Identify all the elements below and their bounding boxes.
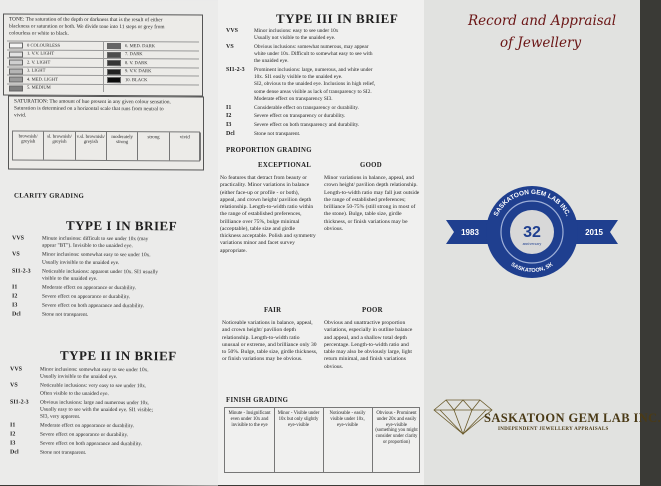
tone-swatch xyxy=(9,76,23,82)
grade-description: Obvious inclusions: large and numerous under 10x. xyxy=(40,399,150,406)
grade-code: Dcl xyxy=(10,449,19,456)
tone-label: 5. MEDIUM xyxy=(27,84,51,90)
saturation-scale xyxy=(12,130,200,161)
tone-label: 6. MED. DARK xyxy=(125,42,156,48)
tone-label: 9. V.V. DARK xyxy=(125,68,152,74)
good-text: Minor variations in balance, appeal, and crown height/ pavilion depth relationship. Length-to-width ratio may fall just outside the range of established preferences; brilliance 50-75% (still strong in most of the stone). Bulge, table size, girdle thickness, or finish variations may be obvious. xyxy=(324,175,420,232)
saturation-cell: vivid xyxy=(170,132,201,160)
tone-swatch xyxy=(9,68,23,74)
cover-title-line1: Record and Appraisal xyxy=(468,13,617,29)
finish-divider xyxy=(274,408,275,472)
grade-description: Minor inclusions: somewhat easy to see under 10x. xyxy=(42,251,151,259)
saturation-cell: strong xyxy=(138,132,169,160)
grade-code: I1 xyxy=(226,104,232,111)
finish-cell: Noticeable - easily visible under 10x, eye-visible xyxy=(329,411,366,428)
tone-label: 8. V. DARK xyxy=(125,59,148,65)
clarity-heading: CLARITY GRADING xyxy=(14,192,85,200)
seal-year-left: 1983 xyxy=(461,228,479,237)
finish-cell: Obvious - Prominent under 20x and easily eye-visible (something you might consider under clarity or proportion) xyxy=(375,411,418,445)
grade-description: Considerable effect on transparency or durability. xyxy=(254,104,359,111)
grade-description: Often visible to the unaided eye. xyxy=(40,390,109,397)
tone-label: 1. V.V. LIGHT xyxy=(27,50,55,56)
grade-description: Severe effect on both appearance and durability. xyxy=(40,440,143,448)
grade-description: appear "BT"). Invisible to the unaided eye. xyxy=(42,243,133,250)
grade-description: Severe effect on appearance or durability. xyxy=(40,431,129,439)
tone-swatch xyxy=(107,68,121,74)
tone-swatch xyxy=(107,77,121,83)
saturation-intro-line: SATURATION: The amount of hue present in any given colour sensation. xyxy=(14,98,171,106)
grade-description: Prominent inclusions: large, numerous, and white under xyxy=(254,67,373,73)
grade-description: Usually easy to see with the unaided eye. SI1 visible; xyxy=(40,406,153,414)
grade-description: Stone not transparent. xyxy=(42,311,89,318)
tone-label: 10. BLACK xyxy=(125,76,148,82)
saturation-cell: moderately strong xyxy=(107,132,138,160)
poor-title: POOR xyxy=(362,307,383,314)
grade-description: Minute inclusions: difficult to see under 10x (may xyxy=(42,235,149,243)
grade-description: Severe effect on appearance or durability. xyxy=(42,293,131,300)
poor-text: Obvious and unattractive proportion variations, especially in outline balance and appeal, and a shallow total depth percentage. Length-to-width ratio and table may also be obviously large, light return minimal, and finish variations obvious. xyxy=(324,320,413,370)
tone-label: 7. DARK xyxy=(125,51,143,57)
grade-code: SI1-2-3 xyxy=(10,399,29,406)
tone-swatch xyxy=(9,85,23,91)
grade-description: Stone not transparent. xyxy=(40,449,87,456)
grade-description: SI2, obvious to the unaided eye. Inclusions in high relief, xyxy=(254,81,376,88)
tone-intro-line: TONE: The saturation of the depth or darkness that is the result of either xyxy=(9,16,163,24)
seal-bottom-text: SASKATOON, SK xyxy=(509,261,555,275)
grade-description: Minor inclusions: somewhat easy to see under 10x. xyxy=(40,366,149,374)
grade-description: some dense areas visible as lack of transparency to SI2. xyxy=(254,88,372,95)
grade-code: I2 xyxy=(12,293,18,300)
grade-description: Usually not visible to the unaided eye. xyxy=(254,35,336,42)
fair-title: FAIR xyxy=(264,307,282,314)
type1-title: TYPE I IN BRIEF xyxy=(66,217,178,234)
cover-title-line2: of Jewellery xyxy=(500,35,582,51)
grade-description: Noticeable inclusions: very easy to see under 10x. xyxy=(40,382,147,390)
grade-description: Moderate effect on appearance or durability. xyxy=(42,284,136,292)
finish-divider xyxy=(323,408,324,472)
grade-code: SI1-2-3 xyxy=(12,268,31,275)
grade-description: Minor inclusions: easy to see under 10x xyxy=(254,28,339,34)
saturation-cell: brownish/ greyish xyxy=(13,131,44,159)
anniversary-seal xyxy=(424,176,640,296)
company-name: SASKATOON GEM LAB INC. xyxy=(484,411,661,425)
finish-heading: FINISH GRADING xyxy=(226,397,289,404)
saturation-box xyxy=(8,95,204,170)
grade-description: Usually invisible to the unaided eye. xyxy=(40,374,118,381)
grade-code: I2 xyxy=(226,113,232,120)
grade-code: VVS xyxy=(10,366,23,373)
grade-description: Severe effect on transparency or durability. xyxy=(254,113,346,120)
finish-divider xyxy=(372,408,373,472)
tone-scale xyxy=(7,40,199,93)
grade-description: Moderate effect on transparency SI3. xyxy=(254,95,333,102)
saturation-intro-line: Saturation is determined on a horizontal scale that runs from neutral to xyxy=(14,105,164,113)
grade-description: Usually invisible to the unaided eye. xyxy=(42,259,120,266)
tone-label: 2. V. LIGHT xyxy=(27,59,51,65)
tone-label: 0 COLOURLESS xyxy=(27,42,61,48)
seal-year-right: 2015 xyxy=(585,228,603,237)
finish-cell: Minute - Insignificant even under 10x and invisible to the eye xyxy=(228,411,271,428)
tone-intro-line: colourless or white to black. xyxy=(9,30,69,37)
panel-middle xyxy=(218,0,424,485)
seal-subtitle: anniversary xyxy=(522,241,542,246)
grade-code: I2 xyxy=(10,431,16,438)
grade-code: VS xyxy=(226,43,234,50)
grade-code: VS xyxy=(12,251,20,258)
grade-description: Noticeable inclusions: apparent under 10x. SI1 usually xyxy=(42,268,159,275)
type2-grades xyxy=(10,366,214,477)
grade-code: I3 xyxy=(12,302,18,309)
grade-code: I3 xyxy=(10,440,16,447)
company-tagline: INDEPENDENT JEWELLERY APPRAISALS xyxy=(498,427,609,432)
grade-description: Stone not transparent. xyxy=(254,130,301,137)
proportion-heading: PROPORTION GRADING xyxy=(226,147,312,154)
type3-title: TYPE III IN BRIEF xyxy=(276,11,399,26)
tone-swatch xyxy=(107,51,121,57)
grade-code: VVS xyxy=(12,235,25,242)
saturation-cell: sl. brownish/ greyish xyxy=(44,132,75,160)
grade-code: SI1-2-3 xyxy=(226,67,245,73)
grade-description: SI3, very apparent. xyxy=(40,414,81,421)
grade-description: 10x. SI1 easily visible to the unaided eye. xyxy=(254,74,343,81)
grade-description: white under 10x. Difficult to somewhat easy to see with xyxy=(254,51,373,58)
grade-description: Severe effect on both appearance and durability. xyxy=(42,302,145,309)
grade-description: visible to the unaided eye. xyxy=(42,275,98,282)
saturation-intro-line: vivid. xyxy=(14,112,27,119)
type1-grades xyxy=(12,235,212,326)
tone-swatch xyxy=(9,59,23,65)
fair-text: Noticeable variations in balance, appeal, and crown height/ pavilion depth relationship. Length-to-width ratio unusual or extreme, and brilliance only 30 to 50%. Bulge, table size, girdle thickness, or finish variations may be obvious. xyxy=(222,320,318,363)
tone-label: 4. MED. LIGHT xyxy=(27,76,58,82)
tone-swatch xyxy=(9,51,23,57)
seal-top-text: SASKATOON GEM LAB INC. xyxy=(492,188,572,218)
grade-description: Moderate effect on appearance or durability. xyxy=(40,422,134,430)
panel-cover xyxy=(424,0,661,485)
grade-description: Obvious inclusions: somewhat numerous, may appear xyxy=(254,43,369,50)
tone-swatch xyxy=(9,42,23,48)
grade-code: VS xyxy=(10,382,18,389)
exceptional-title: EXCEPTIONAL xyxy=(258,162,312,169)
tone-intro-line: blackness or saturation or both. We divide tone into 11 steps or grey from xyxy=(9,23,165,31)
finish-cell: Minor - Visible under 10x but only slightly eye-visible xyxy=(277,411,320,428)
grade-code: I1 xyxy=(10,422,16,429)
type2-title: TYPE II IN BRIEF xyxy=(60,347,177,364)
seal-number: 32 xyxy=(523,224,541,241)
tone-swatch xyxy=(107,43,121,49)
good-title: GOOD xyxy=(360,162,382,169)
grade-code: I3 xyxy=(226,121,232,128)
grade-code: VVS xyxy=(226,28,239,34)
tone-swatch xyxy=(107,60,121,66)
grade-code: Dcl xyxy=(12,311,21,318)
saturation-cell: v.sl. brownish/ greyish xyxy=(76,132,107,160)
exceptional-text: No features that detract from beauty or practicality. Minor variations in balance (either face-up or profile - or both), appeal, and crown height/ pavilion depth relationship. Length-to-width ratio within the range of established preferences, brilliance over 75%, bulge minimal (acceptable), table size and girdle thickness acceptable. Polish and symmetry variations minor and facet survey appropriate. xyxy=(220,175,316,254)
panel-left xyxy=(0,0,218,486)
grade-description: Severe effect on both transparency and durability. xyxy=(254,121,360,128)
type3-grades xyxy=(226,28,422,140)
tone-box xyxy=(3,13,203,96)
tone-divider xyxy=(103,41,104,92)
grade-code: Dcl xyxy=(226,130,235,137)
tone-label: 3. LIGHT xyxy=(27,67,46,73)
grade-description: the unaided eye. xyxy=(254,58,289,65)
finish-table xyxy=(224,407,420,473)
grade-code: I1 xyxy=(12,284,18,291)
